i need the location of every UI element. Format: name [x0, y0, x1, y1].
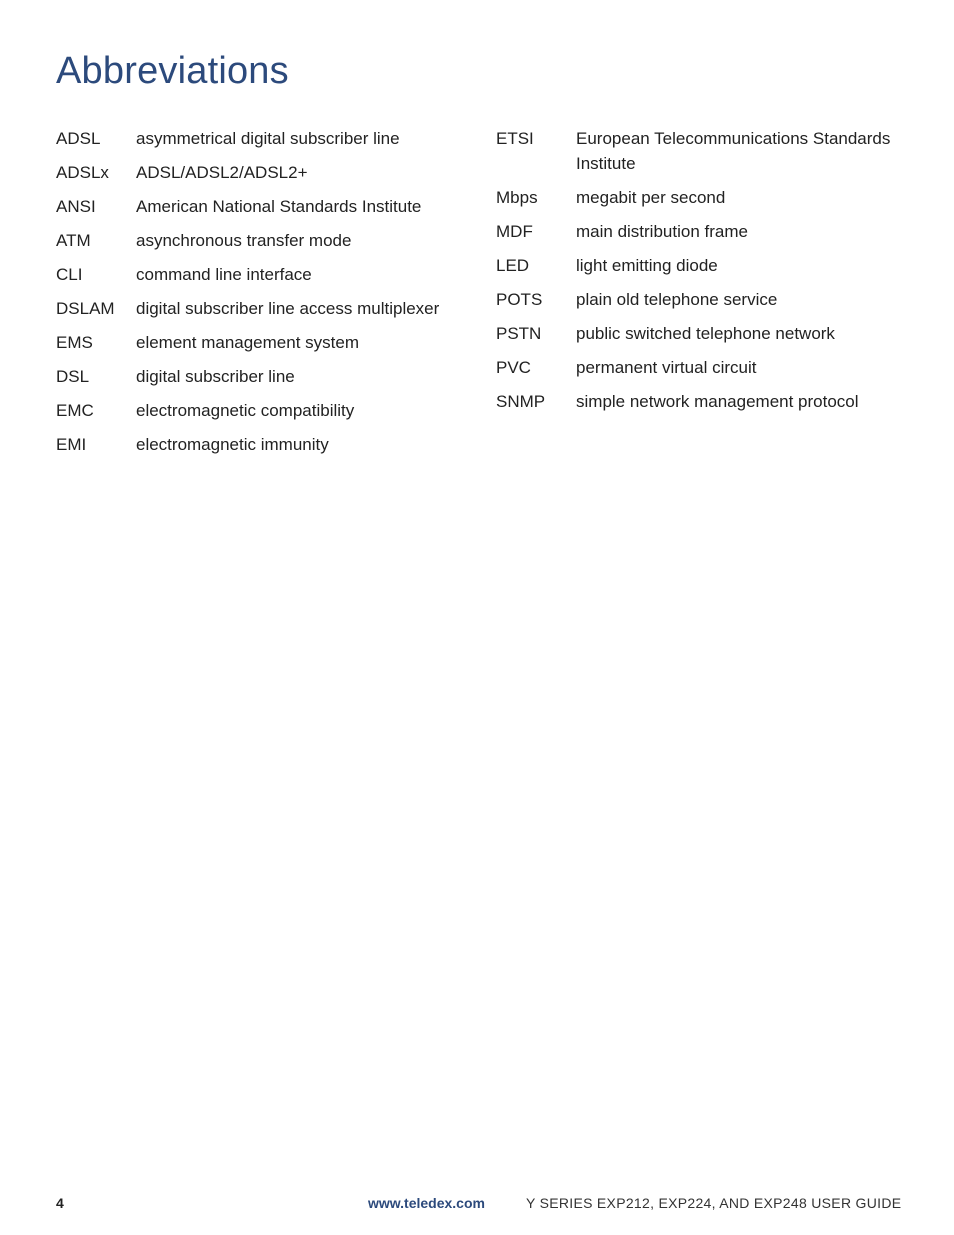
abbreviation-entry — [496, 126, 906, 176]
abbreviation-term: ADSL — [56, 129, 101, 148]
abbreviation-term: EMS — [56, 333, 93, 352]
abbreviation-entry — [56, 126, 466, 151]
abbreviation-definition: digital subscriber line access multiplexer — [136, 299, 440, 318]
abbreviation-definition: ADSL/ADSL2/ADSL2+ — [136, 163, 308, 182]
abbreviation-definition: asymmetrical digital subscriber line — [136, 129, 400, 148]
abbreviation-entry — [56, 364, 466, 389]
abbreviation-entry — [56, 432, 466, 457]
abbreviation-definition: electromagnetic compatibility — [136, 401, 355, 420]
abbreviation-definition: simple network management protocol — [576, 392, 859, 411]
abbreviation-term: EMC — [56, 401, 94, 420]
abbreviation-entry — [56, 194, 466, 219]
abbreviation-definition: plain old telephone service — [576, 290, 778, 309]
abbreviation-entry — [496, 287, 906, 312]
abbreviation-definition: digital subscriber line — [136, 367, 295, 386]
abbreviation-definition: American National Standards Institute — [136, 197, 422, 216]
abbreviation-term: DSL — [56, 367, 90, 386]
abbreviation-entry — [56, 160, 466, 185]
abbreviation-definition: European Telecommunications Standards Institute — [576, 129, 891, 173]
abbreviation-definition: permanent virtual circuit — [576, 358, 757, 377]
abbreviation-term: ETSI — [496, 129, 534, 148]
page-title: Abbreviations — [56, 50, 289, 92]
abbreviation-definition: main distribution frame — [576, 222, 748, 241]
abbreviation-definition: command line interface — [136, 265, 312, 284]
abbreviation-entry — [496, 253, 906, 278]
abbreviation-entry — [496, 355, 906, 380]
abbreviation-entry — [56, 296, 466, 321]
guide-title: Y SERIES EXP212, EXP224, AND EXP248 USER GUIDE — [526, 1195, 902, 1211]
abbreviation-term: PVC — [496, 358, 531, 377]
abbreviation-list-right — [496, 126, 906, 423]
abbreviation-term: SNMP — [496, 392, 546, 411]
abbreviation-list-left — [56, 126, 466, 466]
abbreviation-term: LED — [496, 256, 530, 275]
abbreviation-entry — [496, 185, 906, 210]
abbreviation-term: DSLAM — [56, 299, 115, 318]
abbreviation-entry — [496, 219, 906, 244]
abbreviation-entry — [56, 228, 466, 253]
abbreviation-entry — [56, 330, 466, 355]
abbreviation-term: PSTN — [496, 324, 542, 343]
abbreviation-entry — [56, 262, 466, 287]
abbreviation-definition: element management system — [136, 333, 359, 352]
abbreviation-definition: electromagnetic immunity — [136, 435, 329, 454]
abbreviation-entry — [496, 321, 906, 346]
website-link[interactable]: www.teledex.com — [368, 1195, 485, 1211]
abbreviation-entry — [56, 398, 466, 423]
page-number: 4 — [56, 1195, 64, 1211]
abbreviation-definition: public switched telephone network — [576, 324, 835, 343]
abbreviation-term: ANSI — [56, 197, 96, 216]
abbreviation-definition: light emitting diode — [576, 256, 718, 275]
abbreviation-term: Mbps — [496, 188, 538, 207]
abbreviation-term: ADSLx — [56, 163, 109, 182]
abbreviation-term: POTS — [496, 290, 543, 309]
abbreviation-term: MDF — [496, 222, 533, 241]
abbreviation-term: CLI — [56, 265, 83, 284]
abbreviation-definition: asynchronous transfer mode — [136, 231, 352, 250]
abbreviation-term: ATM — [56, 231, 91, 250]
abbreviation-entry — [496, 389, 906, 414]
abbreviation-definition: megabit per second — [576, 188, 726, 207]
abbreviation-term: EMI — [56, 435, 87, 454]
